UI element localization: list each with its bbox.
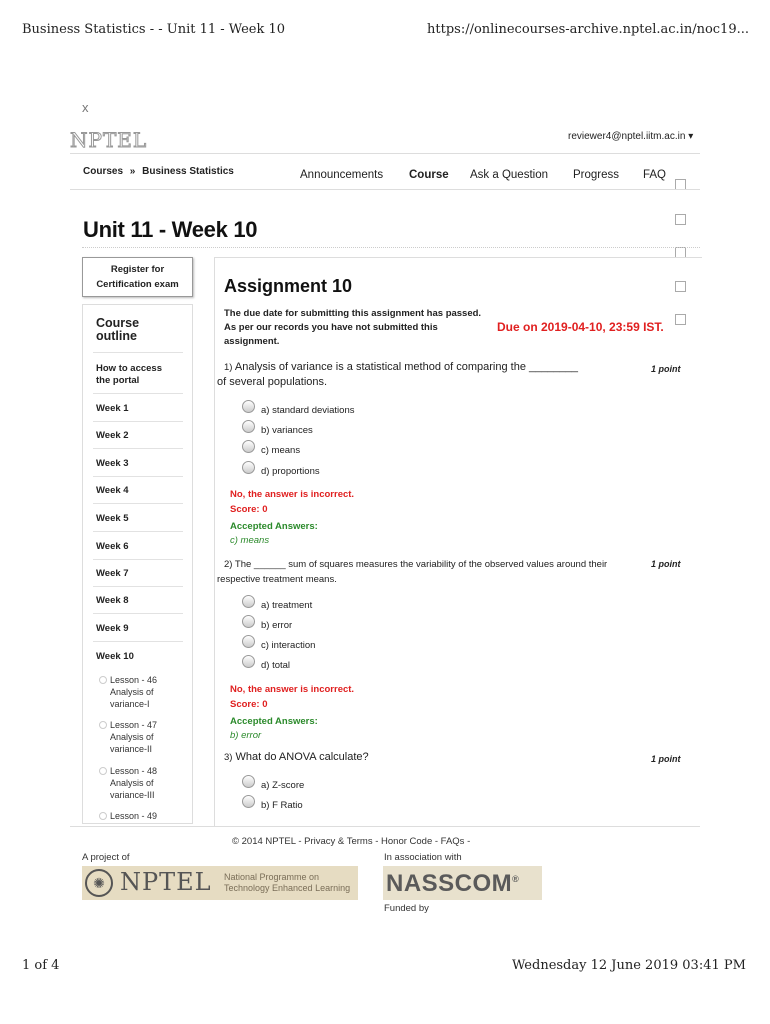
sidebar-item-week-8[interactable]: Week 8 — [96, 595, 129, 606]
question-line: What do ANOVA calculate? — [235, 751, 369, 763]
sidebar-item-week-9[interactable]: Week 9 — [96, 623, 129, 634]
nptel-banner-word: NPTEL — [120, 868, 212, 896]
register-line1: Register for — [110, 264, 165, 275]
footer-divider — [70, 826, 700, 827]
sidebar-divider — [93, 641, 183, 642]
due-message-line: As per our records you have not submitted this — [224, 322, 438, 333]
lesson-status-icon — [99, 767, 107, 775]
sidebar-item-how-to-access[interactable] — [96, 363, 162, 387]
option-label: d) proportions — [261, 466, 320, 478]
q1-feedback — [230, 487, 354, 517]
sidebar-item-week-2[interactable]: Week 2 — [96, 430, 129, 441]
lesson-label: Analysis of — [110, 778, 154, 788]
q1-option-c[interactable] — [242, 444, 300, 457]
title-divider — [82, 247, 700, 248]
sidebar-item-week-1[interactable]: Week 1 — [96, 403, 129, 414]
print-header-title: Business Statistics - - Unit 11 - Week 10 — [22, 22, 286, 37]
radio-button[interactable] — [242, 595, 255, 608]
lesson-label: Analysis of — [110, 687, 154, 697]
funded-by-label: Funded by — [384, 903, 429, 914]
chevron-down-icon: ▾ — [688, 131, 694, 142]
sidebar-divider — [93, 586, 183, 587]
project-of-label: A project of — [82, 852, 130, 863]
question-number: 1) — [224, 362, 233, 373]
due-message-line: assignment. — [224, 336, 280, 347]
nptel-banner-logo[interactable] — [82, 866, 358, 900]
accepted-answers-label: Accepted Answers: — [230, 716, 318, 727]
accepted-answer: c) means — [230, 535, 270, 546]
lesson-label: Lesson - 47 — [110, 720, 158, 730]
assignment-title: Assignment 10 — [224, 276, 353, 296]
feedback-text: No, the answer is incorrect. — [230, 489, 355, 500]
radio-button[interactable] — [242, 775, 255, 788]
due-date: Due on 2019-04-10, 23:59 IST. — [497, 320, 664, 334]
tab-ask-question[interactable]: Ask a Question — [470, 169, 548, 181]
sidebar-title — [96, 317, 139, 343]
nasscom-text: NASSCOM — [386, 870, 513, 897]
sidebar-item-label: the portal — [96, 375, 140, 386]
q2-option-c[interactable] — [242, 639, 315, 652]
score-text: Score: 0 — [230, 504, 268, 515]
sidebar-item-week-4[interactable]: Week 4 — [96, 485, 129, 496]
breadcrumb-course[interactable]: Business Statistics — [142, 166, 234, 177]
question-line: Analysis of variance is a statistical method of comparing the ________ — [234, 361, 578, 373]
sidebar-divider — [93, 613, 183, 614]
question-points: 1 point — [651, 364, 681, 374]
sidebar-title-line2: outline — [96, 329, 137, 343]
sidebar-item-label: How to access — [96, 363, 162, 374]
lesson-label: variance-II — [110, 744, 153, 754]
lesson-item-49[interactable] — [99, 810, 185, 822]
option-label: a) treatment — [261, 600, 313, 612]
register-certification-button[interactable] — [82, 257, 193, 297]
question-line: respective treatment means. — [217, 574, 337, 585]
sidebar-item-week-5[interactable]: Week 5 — [96, 513, 129, 524]
header-divider — [70, 153, 700, 154]
tab-faq[interactable]: FAQ — [643, 169, 667, 181]
radio-button[interactable] — [242, 615, 255, 628]
sidebar-divider — [93, 393, 183, 394]
nptel-seal-icon: ✺ — [85, 869, 113, 897]
lesson-label: Lesson - 48 — [110, 766, 158, 776]
q1-option-a[interactable] — [242, 404, 354, 417]
radio-button[interactable] — [242, 635, 255, 648]
due-message — [224, 307, 514, 349]
radio-button[interactable] — [242, 400, 255, 413]
course-outline-sidebar — [82, 304, 193, 824]
question-points: 1 point — [651, 754, 681, 764]
lesson-label: Lesson - 46 — [110, 675, 158, 685]
print-page-number: 1 of 4 — [22, 958, 60, 973]
accepted-answer: b) error — [230, 730, 262, 741]
page-title: Unit 11 - Week 10 — [83, 217, 258, 242]
lesson-item-47[interactable] — [99, 719, 185, 755]
question-3-text — [217, 750, 647, 765]
footer-links[interactable]: © 2014 NPTEL - Privacy & Terms - Honor Code - FAQs - — [232, 836, 471, 847]
score-text: Score: 0 — [230, 699, 268, 710]
breadcrumb-separator: » — [129, 166, 136, 177]
nptel-banner-subtitle — [224, 872, 350, 894]
option-label: a) standard deviations — [261, 405, 355, 417]
sidebar-divider — [93, 503, 183, 504]
nav-divider — [70, 189, 700, 190]
nasscom-logo[interactable] — [383, 866, 542, 900]
nasscom-word — [386, 870, 519, 898]
close-button[interactable]: x — [82, 100, 89, 115]
sidebar-divider — [93, 531, 183, 532]
lesson-item-46[interactable] — [99, 674, 185, 710]
option-label: c) means — [261, 445, 301, 457]
tab-progress[interactable]: Progress — [573, 169, 620, 181]
broken-image-icon — [675, 214, 686, 225]
due-message-line: The due date for submitting this assignment has passed. — [224, 308, 482, 319]
sidebar-divider — [93, 476, 183, 477]
q3-option-a[interactable] — [242, 779, 304, 792]
lesson-status-icon — [99, 812, 107, 820]
accepted-answers-label: Accepted Answers: — [230, 521, 318, 532]
sidebar-divider — [93, 421, 183, 422]
q2-feedback — [230, 682, 354, 712]
user-email: reviewer4@nptel.iitm.ac.in — [568, 131, 686, 142]
tab-course[interactable]: Course — [409, 169, 449, 181]
sidebar-item-week-10[interactable]: Week 10 — [96, 651, 134, 662]
question-line: of several populations. — [217, 376, 328, 388]
radio-button[interactable] — [242, 655, 255, 668]
lesson-label: Analysis of — [110, 732, 154, 742]
tab-announcements[interactable]: Announcements — [300, 169, 384, 181]
registered-mark: ® — [512, 874, 520, 884]
q1-option-d[interactable] — [242, 465, 320, 478]
lesson-label: variance-I — [110, 699, 150, 709]
sidebar-divider — [93, 559, 183, 560]
sidebar-title-line1: Course — [96, 316, 140, 330]
sidebar-divider — [93, 448, 183, 449]
sidebar-divider — [93, 352, 183, 353]
print-datetime: Wednesday 12 June 2019 03:41 PM — [512, 958, 746, 973]
sidebar-item-week-7[interactable]: Week 7 — [96, 568, 129, 579]
breadcrumb-courses[interactable]: Courses — [83, 166, 124, 177]
sidebar-item-week-3[interactable]: Week 3 — [96, 458, 129, 469]
register-line2: Certification exam — [96, 279, 179, 290]
user-menu[interactable] — [568, 131, 693, 142]
radio-button[interactable] — [242, 795, 255, 808]
print-header-url: https://onlinecourses-archive.nptel.ac.in/noc19... — [427, 22, 749, 37]
lesson-label: variance-III — [110, 790, 155, 800]
q1-option-b[interactable] — [242, 424, 313, 437]
radio-button[interactable] — [242, 461, 255, 474]
question-number: 2) — [224, 559, 233, 570]
question-number: 3) — [224, 752, 233, 763]
feedback-text: No, the answer is incorrect. — [230, 684, 355, 695]
lesson-item-48[interactable] — [99, 765, 185, 801]
nptel-logo[interactable]: NPTEL — [70, 128, 148, 152]
lesson-status-icon — [99, 676, 107, 684]
breadcrumb — [83, 166, 234, 177]
lesson-status-icon — [99, 721, 107, 729]
question-2-text — [217, 557, 647, 587]
question-1-text — [217, 360, 647, 390]
question-line: The ______ sum of squares measures the variability of the observed values around their — [234, 559, 608, 570]
option-label: c) interaction — [261, 640, 316, 652]
sidebar-item-week-6[interactable]: Week 6 — [96, 541, 129, 552]
nptel-subtitle-line: Technology Enhanced Learning — [224, 883, 351, 893]
option-label: b) variances — [261, 425, 313, 437]
lesson-label: Lesson - 49 — [110, 811, 158, 821]
q3-option-b[interactable] — [242, 799, 303, 812]
q2-option-d[interactable] — [242, 659, 290, 672]
q2-option-b[interactable] — [242, 619, 292, 632]
option-label: b) F Ratio — [261, 800, 303, 812]
question-points: 1 point — [651, 559, 681, 569]
nptel-subtitle-line: National Programme on — [224, 872, 320, 882]
radio-button[interactable] — [242, 440, 255, 453]
option-label: b) error — [261, 620, 293, 632]
q2-option-a[interactable] — [242, 599, 312, 612]
association-label: In association with — [384, 852, 462, 863]
option-label: d) total — [261, 660, 291, 672]
radio-button[interactable] — [242, 420, 255, 433]
option-label: a) Z-score — [261, 780, 305, 792]
